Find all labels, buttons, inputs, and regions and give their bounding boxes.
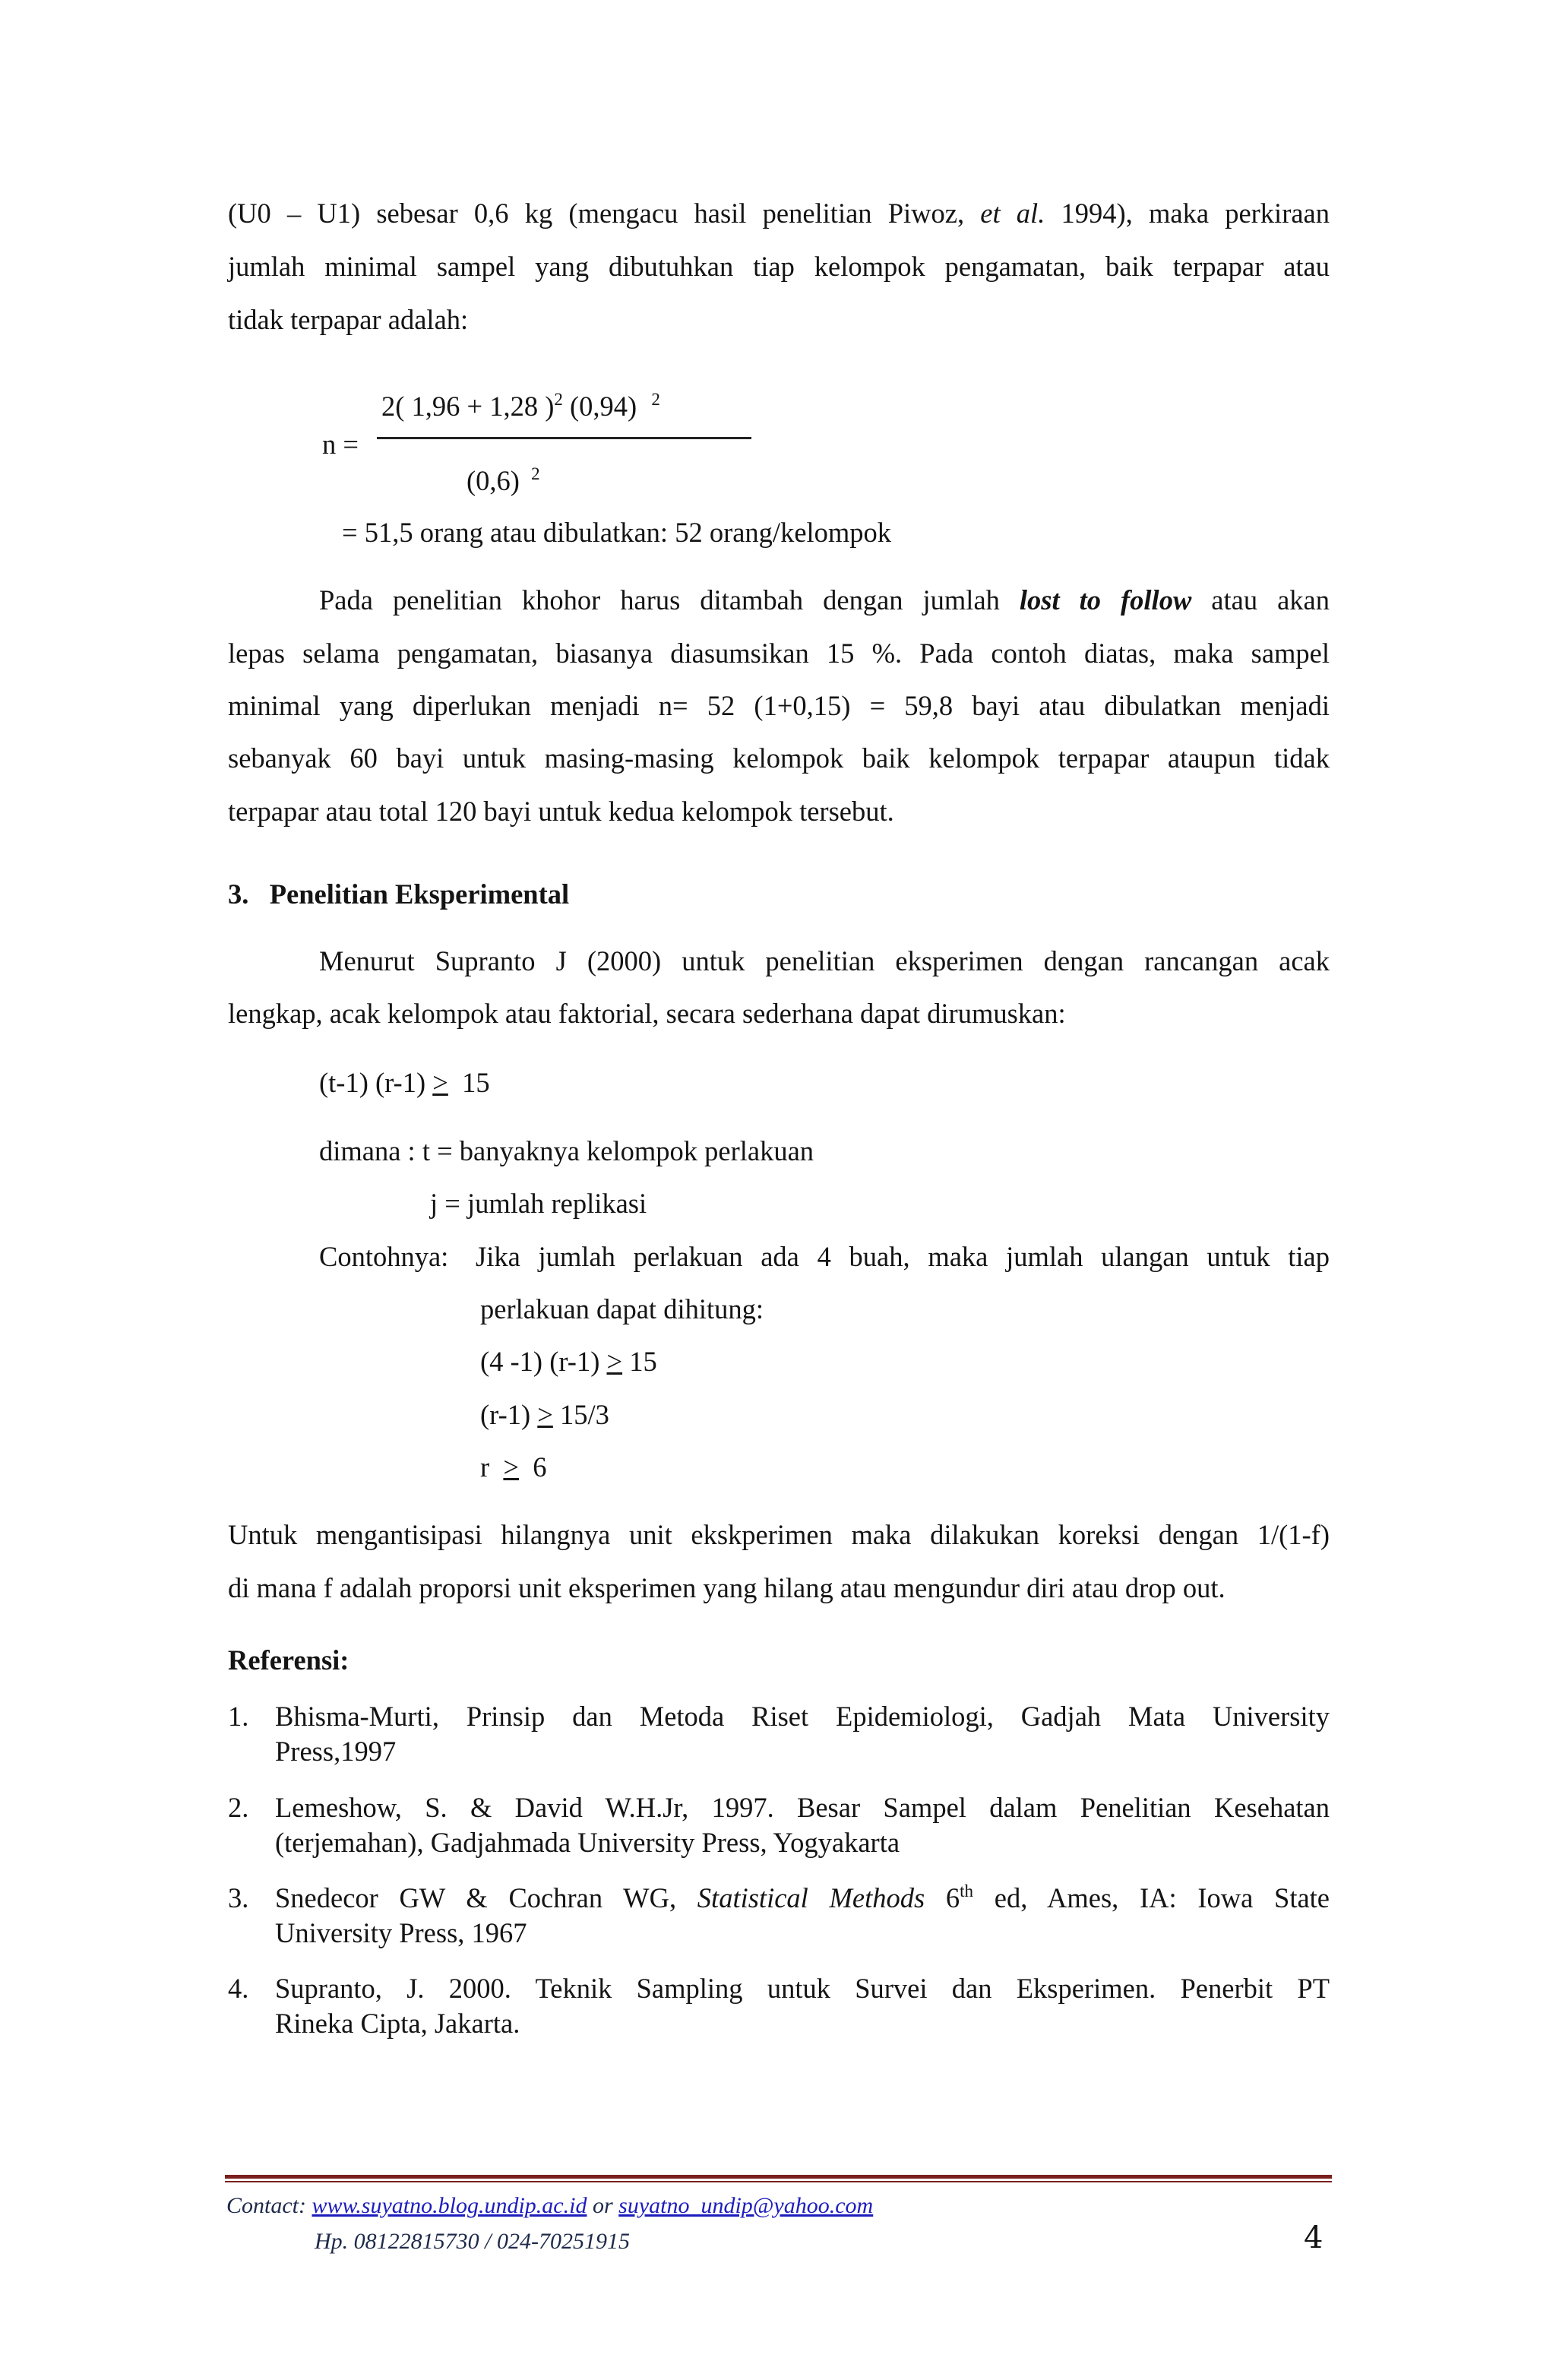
references-heading: Referensi: — [228, 1644, 349, 1676]
example-text-2: perlakuan dapat dihitung: — [480, 1293, 764, 1325]
text-run: ed, Ames, IA: Iowa State — [973, 1882, 1330, 1913]
reference-line-2: (terjemahan), Gadjahmada University Press, Yogyakarta — [275, 1827, 900, 1858]
text-run: 1994), maka perkiraan — [1045, 198, 1330, 229]
reference-line-1 — [275, 1881, 1330, 1920]
paragraph-1-line-1 — [228, 196, 1330, 231]
geq-symbol: > — [503, 1451, 519, 1483]
text-run: 6 — [519, 1451, 547, 1483]
paragraph-2-line-4: sebanyak 60 bayi untuk masing-masing kelompok baik kelompok terpapar ataupun tidak — [228, 742, 1330, 774]
text-run: 6 — [925, 1882, 960, 1913]
text-run: r — [480, 1451, 504, 1483]
reference-line-2: Press,1997 — [275, 1736, 397, 1767]
calc-step-1 — [480, 1344, 657, 1379]
text-run: (4 -1) (r-1) — [480, 1346, 607, 1377]
reference-line-2: Rineka Cipta, Jakarta. — [275, 2008, 520, 2039]
italic-run: Statistical Methods — [697, 1882, 925, 1913]
paragraph-2-line-3: minimal yang diperlukan menjadi n= 52 (1+0,15) = 59,8 bayi atau dibulatkan menjadi — [228, 690, 1330, 721]
formula-result: = 51,5 orang atau dibulatkan: 52 orang/kelompok — [342, 517, 892, 548]
definition-t: dimana : t = banyaknya kelompok perlakuan — [319, 1135, 814, 1166]
reference-number: 2. — [228, 1792, 249, 1823]
text-run: 15/3 — [552, 1399, 609, 1430]
reference-number: 4. — [228, 1973, 249, 2004]
reference-line-2: University Press, 1967 — [275, 1917, 527, 1948]
superscript: 2 — [531, 464, 540, 483]
website-link[interactable]: www.suyatno.blog.undip.ac.id — [312, 2193, 587, 2218]
bold-italic-run: lost to follow — [1019, 584, 1192, 616]
calc-step-2 — [480, 1397, 609, 1432]
formula-numerator — [381, 389, 660, 428]
text-run: (0,94) — [562, 391, 644, 422]
text-run: or — [587, 2193, 619, 2218]
text-run: Snedecor GW & Cochran WG, — [275, 1882, 697, 1913]
superscript: 2 — [554, 390, 563, 409]
paragraph-1-line-2: jumlah minimal sampel yang dibutuhkan tiap kelompok pengamatan, baik terpapar atau — [228, 251, 1330, 282]
reference-number: 1. — [228, 1701, 249, 1732]
formula-inequality — [319, 1065, 490, 1100]
geq-symbol: > — [432, 1067, 448, 1098]
email-link[interactable]: suyatno_undip@yahoo.com — [618, 2193, 874, 2218]
italic-run: et al. — [980, 198, 1045, 229]
section-3-line-1: Menurut Supranto J (2000) untuk penelitian eksperimen dengan rancangan acak — [319, 945, 1330, 976]
footer-phone: Hp. 08122815730 / 024-70251915 — [315, 2229, 630, 2254]
example-label: Contohnya: — [319, 1241, 449, 1272]
definition-j: j = jumlah replikasi — [430, 1188, 647, 1219]
calc-step-3 — [480, 1450, 547, 1485]
footer-contact — [226, 2192, 873, 2220]
page-number: 4 — [1304, 2220, 1324, 2255]
formula-denominator — [466, 464, 540, 502]
text-run: (0,6) — [466, 465, 527, 496]
text-run: (t-1) (r-1) — [319, 1067, 433, 1098]
superscript: 2 — [651, 390, 660, 409]
paragraph-2-line-5: terpapar atau total 120 bayi untuk kedua kelompok tersebut. — [228, 796, 894, 827]
section-3-line-2: lengkap, acak kelompok atau faktorial, secara sederhana dapat dirumuskan: — [228, 998, 1066, 1029]
superscript: th — [960, 1882, 974, 1901]
fraction-bar — [377, 437, 751, 439]
text-run: Pada penelitian khohor harus ditambah dengan jumlah — [319, 584, 1020, 616]
section-heading: 3. Penelitian Eksperimental — [228, 878, 570, 910]
text-run: 2( 1,96 + 1,28 ) — [381, 391, 555, 422]
formula-lhs: n = — [322, 429, 359, 460]
text-run: atau akan — [1191, 584, 1330, 616]
correction-line-2: di mana f adalah proporsi unit eksperimen yang hilang atau mengundur diri atau drop out. — [228, 1572, 1226, 1603]
correction-line-1: Untuk mengantisipasi hilangnya unit ekskperimen maka dilakukan koreksi dengan 1/(1-f) — [228, 1519, 1330, 1550]
text-run: 15 — [622, 1346, 657, 1377]
text-run: (U0 – U1) sebesar 0,6 kg (mengacu hasil penelitian Piwoz, — [228, 198, 981, 229]
example-text: Jika jumlah perlakuan ada 4 buah, maka jumlah ulangan untuk tiap — [476, 1241, 1330, 1272]
reference-line-1: Lemeshow, S. & David W.H.Jr, 1997. Besar Sampel dalam Penelitian Kesehatan — [275, 1792, 1330, 1823]
geq-symbol: > — [537, 1399, 553, 1430]
paragraph-2-line-1 — [319, 583, 1330, 618]
reference-line-1: Bhisma-Murti, Prinsip dan Metoda Riset Epidemiologi, Gadjah Mata University — [275, 1701, 1330, 1732]
footer-rule — [225, 2181, 1332, 2182]
paragraph-1-line-3: tidak terpapar adalah: — [228, 304, 469, 335]
reference-line-1: Supranto, J. 2000. Teknik Sampling untuk Survei dan Eksperimen. Penerbit PT — [275, 1973, 1330, 2004]
geq-symbol: > — [606, 1346, 623, 1377]
reference-number: 3. — [228, 1882, 249, 1913]
contact-label: Contact: — [226, 2193, 312, 2218]
text-run: (r-1) — [480, 1399, 538, 1430]
text-run: 15 — [448, 1067, 490, 1098]
footer-rule — [225, 2175, 1332, 2179]
paragraph-2-line-2: lepas selama pengamatan, biasanya diasumsikan 15 %. Pada contoh diatas, maka sampel — [228, 638, 1330, 669]
